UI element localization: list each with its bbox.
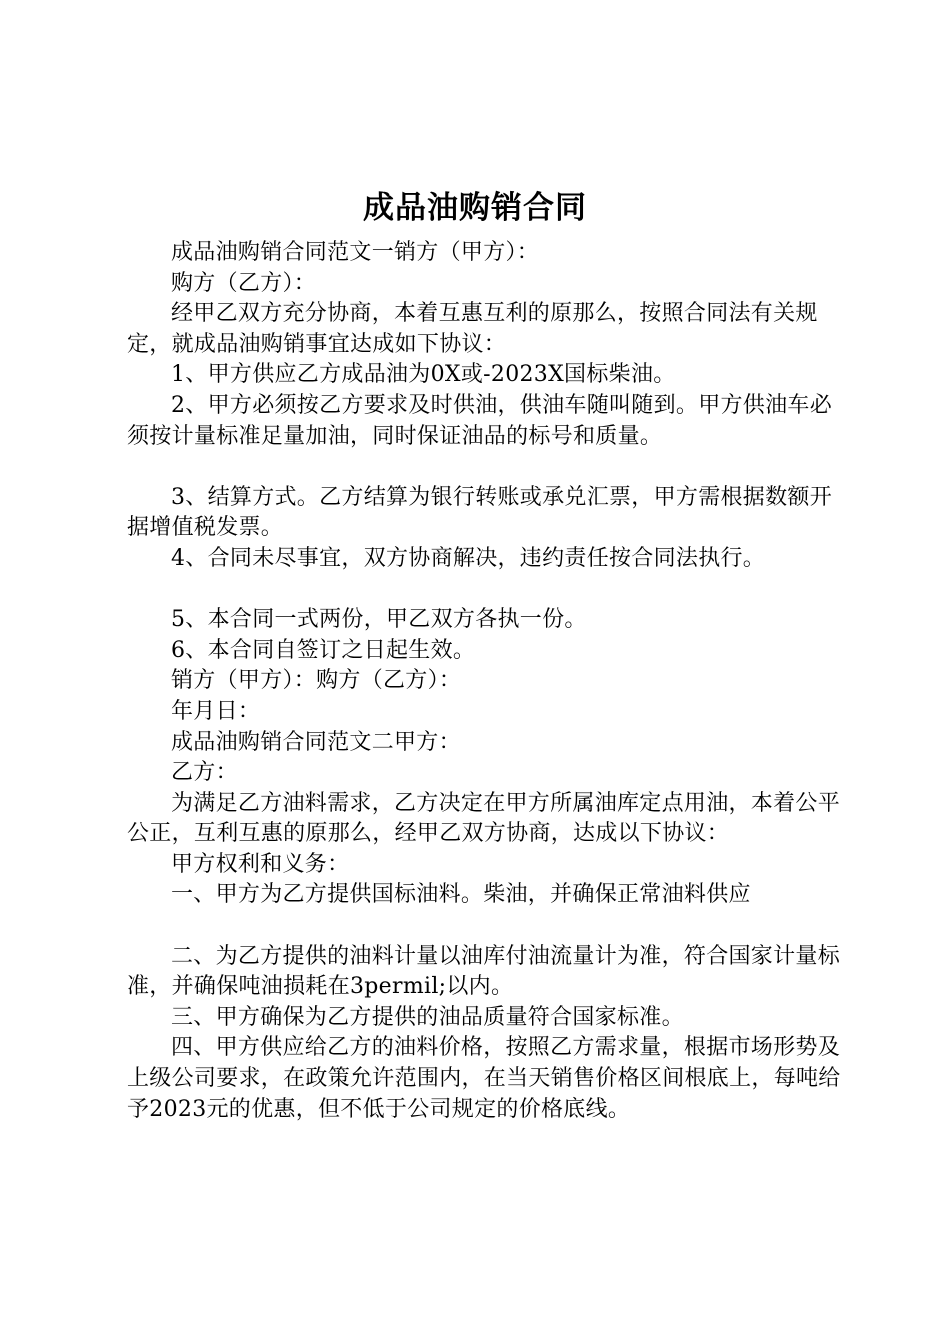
paragraph-16: 一、甲方为乙方提供国标油料。柴油，并确保正常油料供应 <box>171 882 751 908</box>
paragraph-9: 6、本合同自签订之日起生效。 <box>171 637 476 663</box>
paragraph-17: 二、为乙方提供的油料计量以油库付油流量计为准，符合国家计量标准，并确保吨油损耗在3permil;以内。 <box>127 943 841 1000</box>
paragraph-7: 4、合同未尽事宜，双方协商解决，违约责任按合同法执行。 <box>171 545 766 571</box>
paragraph-10: 销方（甲方）：购方（乙方）： <box>171 668 462 694</box>
paragraph-13: 乙方： <box>171 760 238 786</box>
paragraph-14: 为满足乙方油料需求，乙方决定在甲方所属油库定点用油，本着公平公正，互利互惠的原那么，经甲乙双方协商，达成以下协议： <box>127 790 841 847</box>
paragraph-19: 四、甲方供应给乙方的油料价格，按照乙方需求量，根据市场形势及上级公司要求，在政策允许范围内，在当天销售价格区间根底上，每吨给予2023元的优惠，但不低于公司规定的价格底线。 <box>127 1035 841 1122</box>
paragraph-1: 成品油购销合同范文一销方（甲方）： <box>171 240 540 265</box>
paragraph-3: 经甲乙双方充分协商，本着互惠互利的原那么，按照合同法有关规定，就成品油购销事宜达成如下协议： <box>127 301 818 357</box>
document-title: 成品油购销合同 <box>363 190 587 226</box>
paragraph-8: 5、本合同一式两份，甲乙双方各执一份。 <box>171 607 587 633</box>
paragraph-5: 2、甲方必须按乙方要求及时供油，供油车随叫随到。甲方供油车必须按计量标准足量加油，同时保证油品的标号和质量。 <box>127 392 832 449</box>
paragraph-2: 购方（乙方）： <box>171 270 317 296</box>
blank-line <box>127 575 845 606</box>
paragraph-15: 甲方权利和义务： <box>171 851 350 877</box>
paragraph-12: 成品油购销合同范文二甲方： <box>171 729 461 755</box>
blank-line <box>127 911 845 942</box>
paragraph-4: 1、甲方供应乙方成品油为0X或-2023X国标柴油。 <box>171 362 676 388</box>
paragraph-6: 3、结算方式。乙方结算为银行转账或承兑汇票，甲方需根据数额开据增值税发票。 <box>127 484 832 541</box>
blank-line <box>127 452 845 483</box>
paragraph-11: 年月日： <box>171 698 261 724</box>
paragraph-18: 三、甲方确保为乙方提供的油品质量符合国家标准。 <box>171 1004 684 1030</box>
document-body <box>127 238 845 1125</box>
